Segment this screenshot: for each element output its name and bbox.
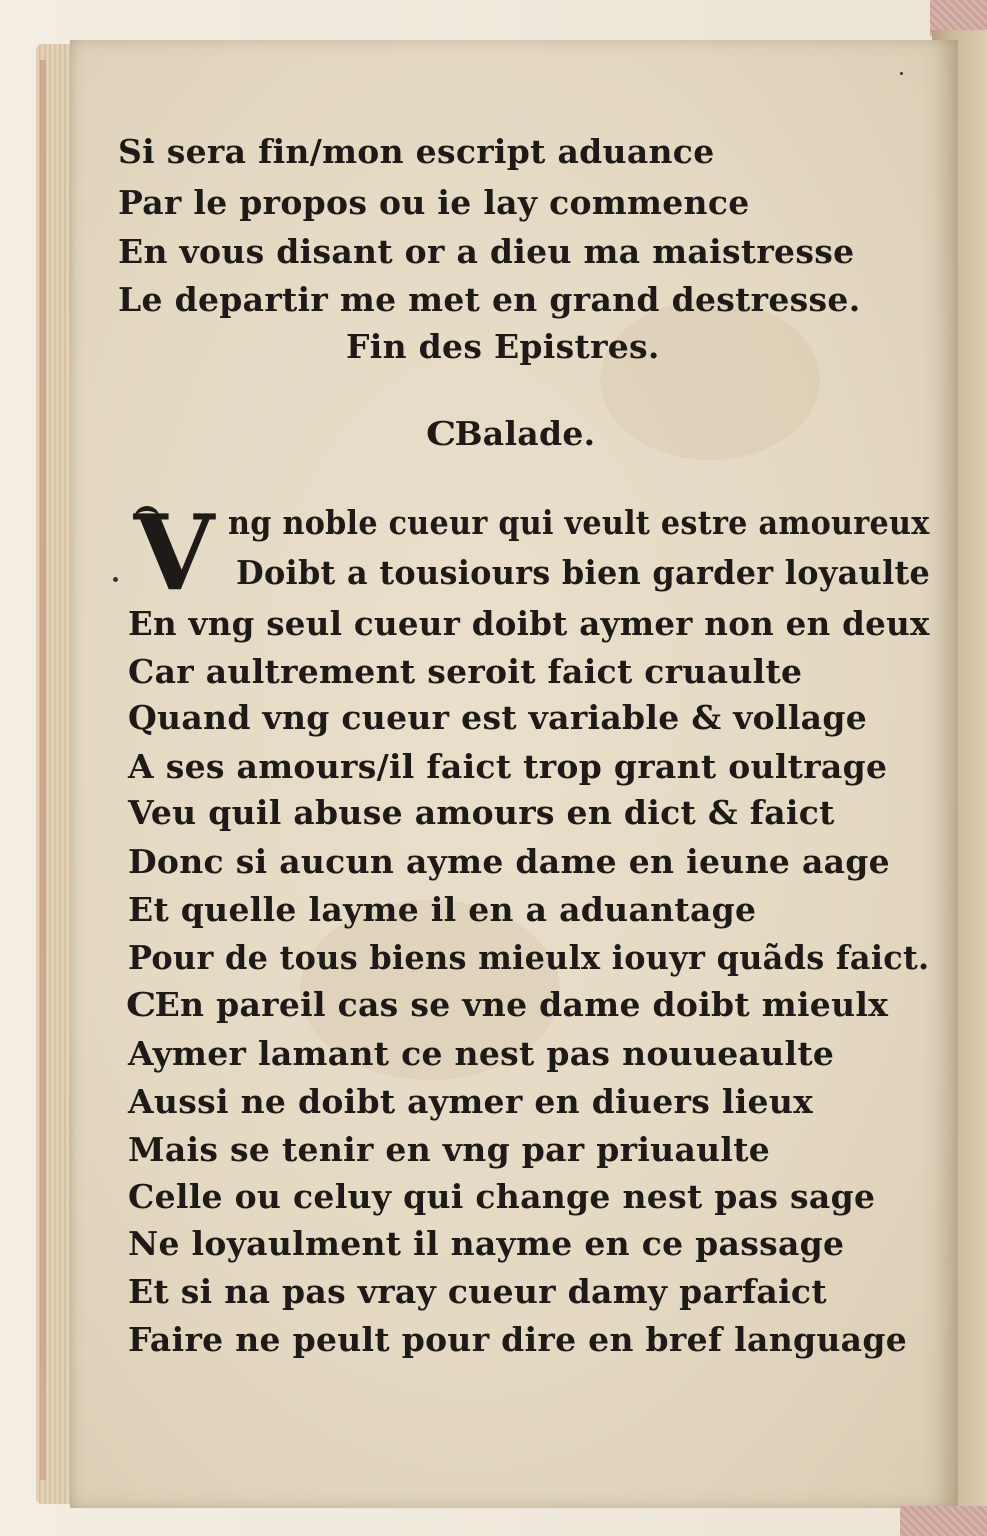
red-edge-stain [40, 60, 46, 1480]
ballade-line: ng noble cueur qui veult estre amoureux [228, 503, 930, 542]
margin-dot [900, 72, 903, 75]
ballade-line: A ses amours/il faict trop grant oultrage [128, 747, 888, 786]
ballade-line: Aussi ne doibt aymer en diuers lieux [128, 1082, 814, 1121]
stanza-line: En vous disant or a dieu ma maistresse [118, 232, 855, 271]
pilcrow-mark: C [126, 985, 157, 1024]
ballade-line: Faire ne peult pour dire en bref language [128, 1320, 908, 1359]
margin-dot [113, 577, 118, 582]
ballade-line: Veu quil abuse amours en dict & faict [128, 793, 835, 832]
ballade-line: Doibt a tousiours bien garder loyaulte [236, 553, 931, 592]
ballade-title: Balade. [454, 414, 596, 453]
pilcrow-mark: C [426, 414, 457, 453]
ballade-line: Celle ou celuy qui change nest pas sage [128, 1177, 876, 1216]
ballade-line: En vng seul cueur doibt aymer non en deux [128, 604, 930, 643]
section-end-heading: Fin des Epistres. [346, 327, 660, 366]
ballade-line: Pour de tous biens mieulx iouyr quãds faict. [128, 938, 930, 977]
drop-cap-initial: V [133, 491, 215, 614]
stanza-line: Le departir me met en grand destresse. [118, 280, 861, 319]
drop-cap-flourish [134, 506, 160, 525]
paper-stain [600, 300, 820, 460]
ballade-line: Et quelle layme il en a aduantage [128, 890, 757, 929]
ballade-line: Et si na pas vray cueur damy parfaict [128, 1272, 827, 1311]
binding-cloth-bottom [900, 1506, 987, 1536]
stanza-line: Par le propos ou ie lay commence [118, 183, 750, 222]
ballade-line: Quand vng cueur est variable & vollage [128, 698, 868, 737]
ballade-line: Mais se tenir en vng par priuaulte [128, 1130, 771, 1169]
ballade-heading [428, 414, 595, 453]
ballade-line: CEn pareil cas se vne dame doibt mieulx [126, 985, 889, 1024]
ballade-line: Ne loyaulment il nayme en ce passage [128, 1224, 845, 1263]
ballade-line: Car aultrement seroit faict cruaulte [128, 652, 803, 691]
ballade-line: Donc si aucun ayme dame en ieune aage [128, 842, 890, 881]
ballade-line: Aymer lamant ce nest pas nouueaulte [128, 1034, 835, 1073]
stanza-line: Si sera fin/mon escript aduance [118, 132, 715, 171]
